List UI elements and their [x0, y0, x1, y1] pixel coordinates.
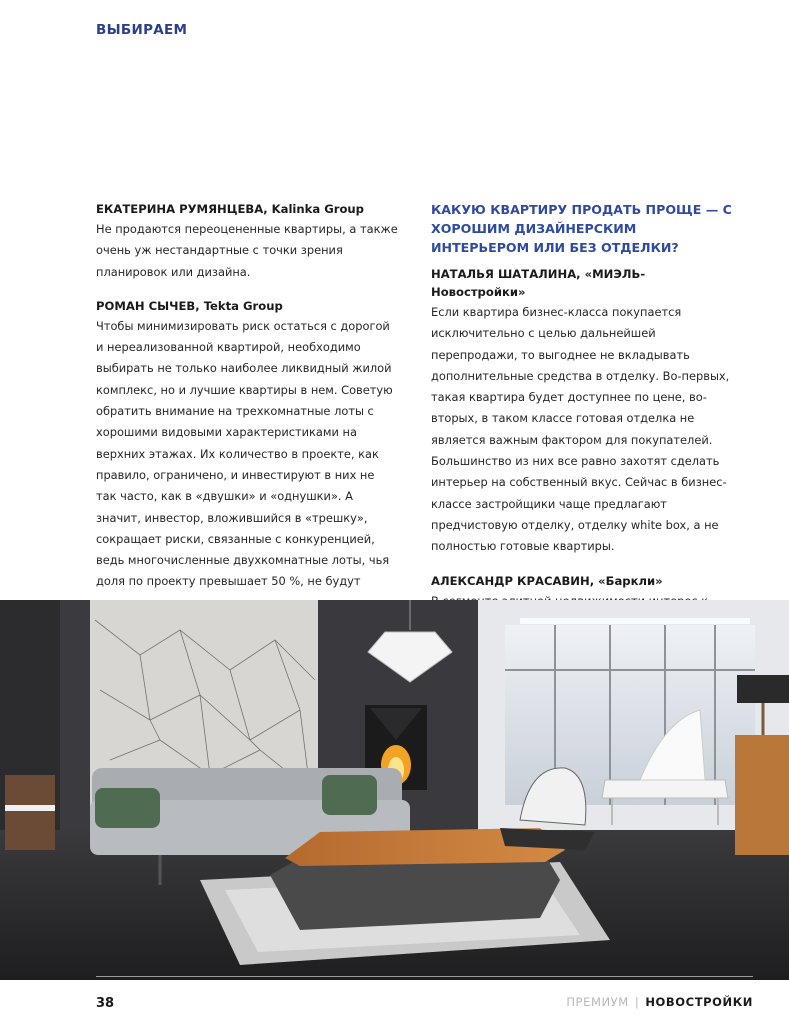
footer-divider: [96, 976, 753, 977]
speaker-name: ЕКАТЕРИНА РУМЯНЦЕВА, Kalinka Group: [96, 202, 364, 216]
brand-novostroyki: НОВОСТРОЙКИ: [645, 995, 753, 1009]
brand-separator: |: [634, 995, 640, 1009]
speaker-name: НАТАЛЬЯ ШАТАЛИНА, «МИЭЛЬ-Новостройки»: [431, 267, 646, 299]
speaker-quote: Если квартира бизнес-класса покупается исключительно с целью дальнейшей перепродажи, то выгоднее не вкладывать дополнительные средства в отделку. Во-первых, такая квартира будет доступнее по цене, во-вторых, в таком классе готовая отделка не является важным фактором для покупателей. Большинство из них все равно захотят сделать интерьер на собственный вкус. Сейчас в бизнес-классе застройщики чаще предлагают предчистовую отделку, отделку white box, а не полностью готовые квартиры.: [431, 305, 730, 554]
speaker-name: РОМАН СЫЧЕВ, Tekta Group: [96, 298, 283, 313]
interior-photo: [0, 600, 789, 980]
page-number: 38: [96, 996, 115, 1011]
brand-premium: ПРЕМИУМ: [566, 995, 629, 1009]
section-label: ВЫБИРАЕМ: [96, 22, 188, 38]
footer-brand: [566, 995, 753, 1009]
speaker-quote: Чтобы минимизировать риск остаться с дорогой и нереализованной квартирой, необходимо выбирать не только наиболее ликвидный жилой комплекс, но и лучшие квартиры в нем. Советую обратить внимание на трехкомнатные лоты с хорошими видовыми характеристиками на верхних этажах. Их количество в проекте, как правило, ограничено, и инвестируют в них не так часто, как в «двушки» и «однушки». А значит, инвестор, вложившийся в «трешку», сокращает риски, связанные с конкуренцией, ведь многочисленные двухкомнатные лоты, чья доля по проекту превышает 50 %, не будут: [96, 318, 393, 589]
speaker-block: [96, 200, 398, 283]
speaker-block: [96, 297, 398, 614]
speaker-name: АЛЕКСАНДР КРАСАВИН, «Баркли»: [431, 573, 663, 588]
question-heading: КАКУЮ КВАРТИРУ ПРОДАТЬ ПРОЩЕ — С ХОРОШИМ ДИЗАЙНЕРСКИМ ИНТЕРЬЕРОМ ИЛИ БЕЗ ОТДЕЛКИ?: [431, 202, 732, 255]
speaker-quote: Не продаются переоцененные квартиры, а также очень уж нестандартные с точки зрения планировок или дизайна.: [96, 222, 398, 279]
speaker-block: [431, 265, 737, 558]
